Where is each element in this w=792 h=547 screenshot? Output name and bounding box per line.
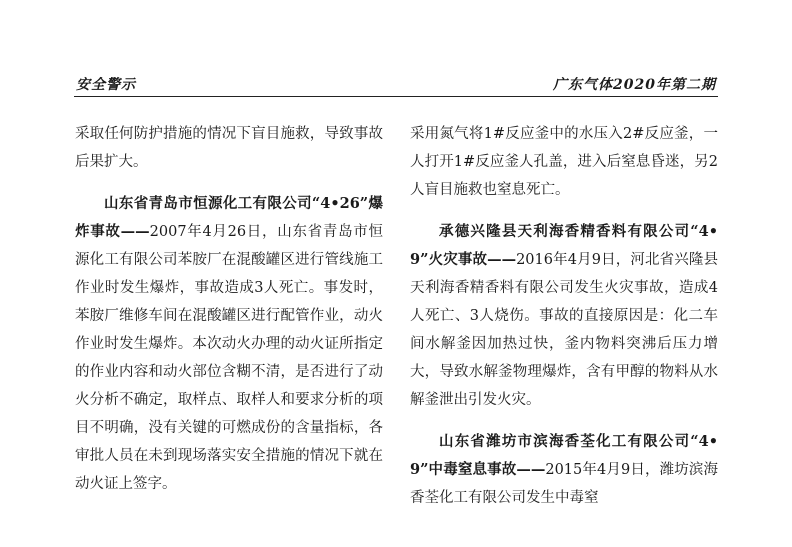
incident-body-qingdao: 2007年4月26日，山东省青岛市恒源化工有限公司苯胺厂在混酸罐区进行管线施工作业时发生爆炸，事故造成3人死亡。事发时，苯胺厂维修车间在混酸罐区进行配管作业，动火作业时发生爆炸。本次动火办理的动火证所指定的作业内容和动火部位含糊不清，是否进行了动火分析不确定，取样点、取样人和要求分析的项目不明确，没有关键的可燃成份的含量指标，各审批人员在未到现场落实安全措施的情况下就在动火证上签字。 [75, 224, 384, 492]
header-rule [74, 96, 718, 97]
incident-title-weifang: 山东省潍坊市滨海香荃化工有限公司“4• 9”中毒窒息事故—— [410, 433, 718, 478]
right-paragraph-chengde [410, 218, 718, 414]
left-paragraph-continued: 采取任何防护措施的情况下盲目施救，导致事故后果扩大。 [75, 126, 383, 170]
header-section-title: 安全警示 [76, 77, 136, 93]
left-column [75, 120, 383, 498]
right-paragraph-weifang [410, 428, 718, 512]
right-paragraph-continued: 采用氮气将1#反应釜中的水压入2#反应釜，一人打开1#反应釜人孔盖，进入后窒息昏迷，另2人盲目施救也窒息死亡。 [410, 126, 718, 198]
incident-body-chengde: 2016年4月9日，河北省兴隆县天利海香精香料有限公司发生火灾事故，造成4人死亡、3人烧伤。事故的直接原因是：化二车间水解釜因加热过快，釜内物料突沸后压力增大，导致水解釜物理爆炸，含有甲醇的物料从水解釜泄出引发火灾。 [410, 252, 718, 408]
right-column [410, 120, 718, 512]
incident-title-qingdao: 山东省青岛市恒源化工有限公司“4•26”爆炸事故—— [75, 195, 383, 240]
header-issue-label: 广东气体2020年第二期 [553, 77, 716, 93]
incident-body-weifang: 2015年4月9日，潍坊滨海香荃化工有限公司发生中毒窒 [410, 462, 718, 506]
incident-title-chengde: 承德兴隆县天利海香精香料有限公司“4• 9”火灾事故—— [410, 223, 718, 268]
left-paragraph-qingdao [75, 190, 383, 498]
